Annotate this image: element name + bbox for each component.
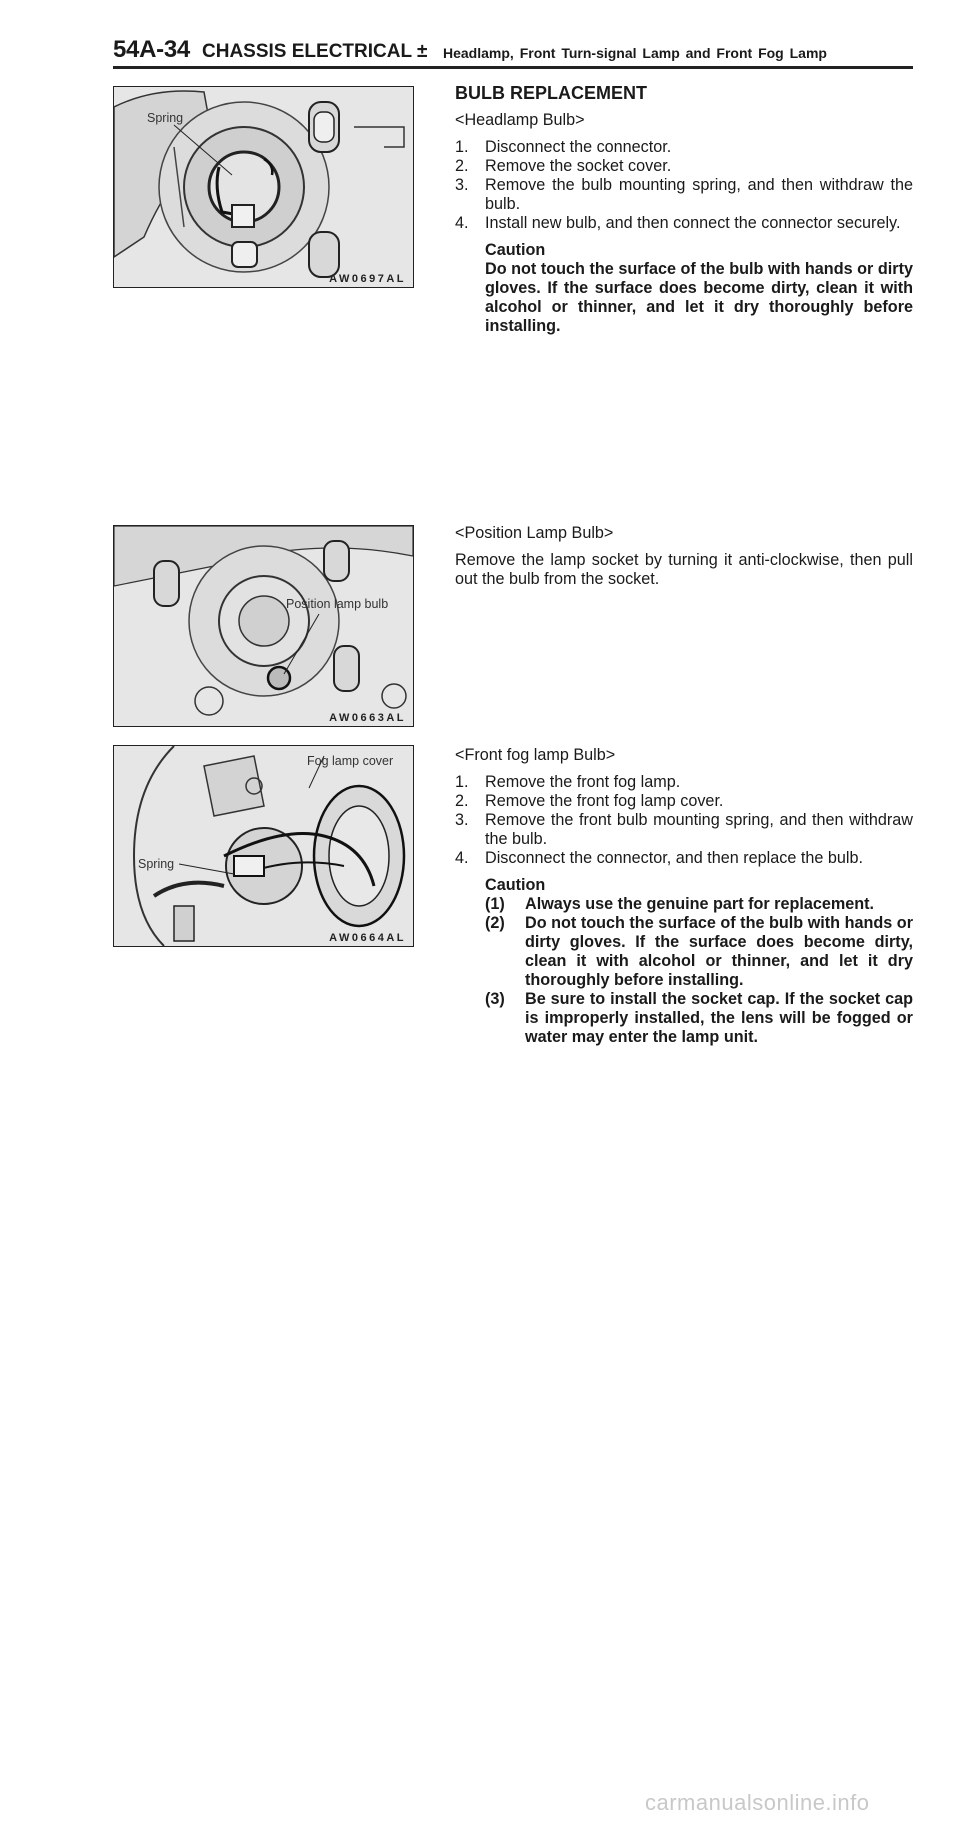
figure-position-lamp bbox=[113, 525, 414, 727]
caution-block bbox=[485, 241, 913, 336]
figure-label-spring: Spring bbox=[147, 111, 184, 125]
list-item: 4. Disconnect the connector, and then replace the bulb. bbox=[455, 849, 863, 867]
figure-label-position-lamp-bulb: Position lamp bulb bbox=[286, 597, 389, 611]
list-item: (2) Do not touch the surface of the bulb with hands or dirty gloves. If the surface does become dirty, clean it with alcohol or thinner, and let it dry thoroughly before installing. bbox=[485, 914, 913, 989]
list-item: 3. Remove the front bulb mounting spring, and then withdraw the bulb. bbox=[455, 811, 913, 848]
figure-fog-lamp bbox=[113, 745, 414, 947]
caution-items bbox=[485, 895, 913, 1047]
list-item: 1. Remove the front fog lamp. bbox=[455, 773, 681, 791]
section-position-lamp bbox=[455, 524, 913, 589]
section-fog-lamp bbox=[455, 746, 913, 1047]
list-item: (3) Be sure to install the socket cap. If the socket cap is improperly installed, the lens will be fogged or water may enter the lamp unit. bbox=[485, 990, 913, 1046]
figure-label-spring: Spring bbox=[138, 857, 175, 871]
section-title: CHASSIS ELECTRICAL ± bbox=[202, 41, 428, 62]
caution-block bbox=[485, 876, 913, 1047]
caution-text: Do not touch the surface of the bulb with hands or dirty gloves. If the surface does become dirty, clean it with alcohol or thinner, and let it dry thoroughly before installing. bbox=[485, 260, 913, 335]
headlamp-steps bbox=[455, 138, 913, 233]
list-item: 4. Install new bulb, and then connect the connector securely. bbox=[455, 214, 901, 232]
subsection-heading-fog-lamp: <Front fog lamp Bulb> bbox=[455, 746, 616, 764]
header-rule bbox=[113, 66, 913, 69]
figure-headlamp-spring bbox=[113, 86, 414, 288]
list-item: 2. Remove the front fog lamp cover. bbox=[455, 792, 724, 810]
list-item: 1. Disconnect the connector. bbox=[455, 138, 672, 156]
paragraph: Remove the lamp socket by turning it anti-clockwise, then pull out the bulb from the socket. bbox=[455, 551, 913, 588]
section-subtitle: Headlamp, Front Turn-signal Lamp and Front Fog Lamp bbox=[443, 45, 827, 61]
position-lamp-illustration bbox=[114, 526, 413, 726]
page-number: 54A-34 bbox=[113, 36, 190, 63]
list-item: 3. Remove the bulb mounting spring, and then withdraw the bulb. bbox=[455, 176, 913, 213]
figure-code: AW0664AL bbox=[329, 932, 406, 944]
page-header bbox=[113, 36, 913, 68]
caution-title: Caution bbox=[485, 241, 546, 259]
figure-code: AW0663AL bbox=[329, 712, 406, 724]
figure-label-fog-lamp-cover: Fog lamp cover bbox=[307, 754, 394, 768]
list-item: (1) Always use the genuine part for replacement. bbox=[485, 895, 875, 913]
figure-code: AW0697AL bbox=[329, 273, 406, 285]
fog-lamp-illustration bbox=[114, 746, 413, 946]
watermark: carmanualsonline.info bbox=[645, 1790, 870, 1815]
fog-lamp-steps bbox=[455, 773, 913, 868]
list-item: 2. Remove the socket cover. bbox=[455, 157, 672, 175]
subsection-heading-position-lamp: <Position Lamp Bulb> bbox=[455, 524, 614, 542]
caution-title: Caution bbox=[485, 876, 546, 894]
section-heading: BULB REPLACEMENT bbox=[455, 83, 647, 103]
section-bulb-replacement bbox=[455, 84, 913, 336]
subsection-heading-headlamp: <Headlamp Bulb> bbox=[455, 111, 585, 129]
